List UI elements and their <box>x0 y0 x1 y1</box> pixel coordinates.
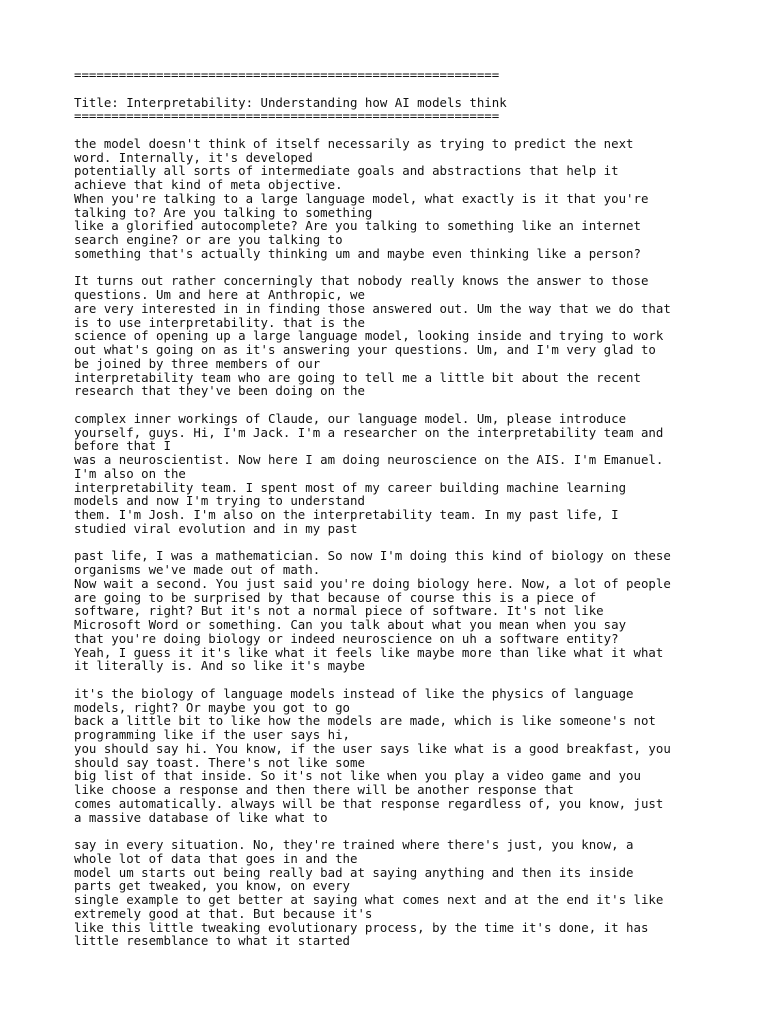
text-line: out what's going on as it's answering your questions. Um, and I'm very glad to <box>74 342 656 357</box>
text-line: It turns out rather concerningly that nobody really knows the answer to those <box>74 273 649 289</box>
text-line: studied viral evolution and in my past <box>74 520 358 536</box>
text-line: past life, I was a mathematician. So now I'm doing this kind of biology on these <box>74 548 671 564</box>
text-line: like a glorified autocomplete? Are you talking to something like an internet <box>74 218 641 234</box>
text-line: questions. Um and here at Anthropic, we <box>74 287 365 302</box>
blank-line <box>74 673 754 687</box>
blank-line <box>74 123 754 137</box>
text-line: it literally is. And so like it's maybe <box>74 658 365 674</box>
text-line: complex inner workings of Claude, our language model. Um, please introduce <box>74 410 627 426</box>
text-line: organisms we've made out of math. <box>74 562 321 577</box>
paragraph-4 <box>74 549 754 673</box>
text-line: them. I'm Josh. I'm also on the interpretability team. In my past life, I <box>74 507 619 522</box>
text-line: whole lot of data that goes in and the <box>74 850 358 866</box>
text-line: comes automatically. always will be that response regardless of, you know, just <box>74 795 664 811</box>
paragraph-1 <box>74 137 754 261</box>
text-line: like this little tweaking evolutionary process, by the time it's done, it has <box>74 919 649 935</box>
blank-line <box>74 82 754 96</box>
text-line: models, right? Or maybe you got to go <box>74 699 351 715</box>
text-line: programming like if the user says hi, <box>74 727 351 742</box>
text-line: something that's actually thinking um and maybe even thinking like a person? <box>74 245 641 261</box>
text-line: achieve that kind of meta objective. <box>74 177 343 192</box>
text-line: Now wait a second. You just said you're doing biology here. Now, a lot of people <box>74 575 671 591</box>
text-line: models and now I'm trying to understand <box>74 493 365 509</box>
text-line: say in every situation. No, they're trained where there's just, you know, a <box>74 837 634 852</box>
text-line: research that they've been doing on the <box>74 383 365 399</box>
text-line: software, right? But it's not a normal piece of software. It's not like <box>74 603 604 619</box>
paragraph-5 <box>74 687 754 825</box>
text-line: I'm also on the <box>74 465 186 481</box>
text-line: science of opening up a large language model, looking inside and trying to work <box>74 328 664 344</box>
blank-line <box>74 261 754 275</box>
text-line: Microsoft Word or something. Can you talk about what you mean when you say <box>74 617 627 632</box>
text-line: interpretability team who are going to tell me a little bit about the recent <box>74 369 641 385</box>
text-line: that you're doing biology or indeed neuroscience on uh a software entity? <box>74 630 619 646</box>
text-line: the model doesn't think of itself necessarily as trying to predict the next <box>74 135 634 151</box>
text-line: you should say hi. You know, if the user says like what is a good breakfast, you <box>74 740 671 756</box>
text-line: back a little bit to like how the models are made, which is like someone's not <box>74 713 656 729</box>
text-line: big list of that inside. So it's not like when you play a video game and you <box>74 768 641 784</box>
text-line: are very interested in in finding those answered out. Um the way that we do that <box>74 300 671 316</box>
text-line: parts get tweaked, you know, on every <box>74 878 351 894</box>
text-line: like choose a response and then there will be another response that <box>74 782 574 797</box>
blank-line <box>74 824 754 838</box>
text-line: should say toast. There's not like some <box>74 754 365 770</box>
separator-top: ========================================================= <box>74 67 500 82</box>
paragraph-3 <box>74 412 754 536</box>
text-line: a massive database of like what to <box>74 809 328 825</box>
document-title: Title: Interpretability: Understanding how AI models think <box>74 94 507 110</box>
text-line: potentially all sorts of intermediate goals and abstractions that help it <box>74 163 619 179</box>
text-line: search engine? or are you talking to <box>74 232 343 247</box>
text-line: single example to get better at saying what comes next and at the end it's like <box>74 892 664 907</box>
transcript-document <box>74 68 754 948</box>
blank-line <box>74 398 754 412</box>
text-line: word. Internally, it's developed <box>74 149 313 165</box>
text-line: interpretability team. I spent most of my career building machine learning <box>74 479 627 495</box>
text-line: it's the biology of language models instead of like the physics of language <box>74 685 634 701</box>
text-line: is to use interpretability. that is the <box>74 314 365 330</box>
text-line: talking to? Are you talking to something <box>74 204 373 220</box>
text-line: extremely good at that. But because it's <box>74 905 373 921</box>
text-line: Yeah, I guess it it's like what it feels like maybe more than like what it what <box>74 644 664 660</box>
text-line: yourself, guys. Hi, I'm Jack. I'm a researcher on the interpretability team and <box>74 424 664 440</box>
text-line: little resemblance to what it started <box>74 933 351 949</box>
text-line: before that I <box>74 438 171 454</box>
text-line: are going to be surprised by that because of course this is a piece of <box>74 589 597 605</box>
text-line: be joined by three members of our <box>74 355 321 371</box>
text-line: was a neuroscientist. Now here I am doing neuroscience on the AIS. I'm Emanuel. <box>74 452 664 467</box>
separator-bottom: ========================================================= <box>74 108 500 124</box>
paragraph-6 <box>74 838 754 948</box>
paragraph-2 <box>74 274 754 398</box>
text-line: When you're talking to a large language model, what exactly is it that you're <box>74 190 649 206</box>
text-line: model um starts out being really bad at saying anything and then its inside <box>74 864 634 880</box>
blank-line <box>74 536 754 550</box>
